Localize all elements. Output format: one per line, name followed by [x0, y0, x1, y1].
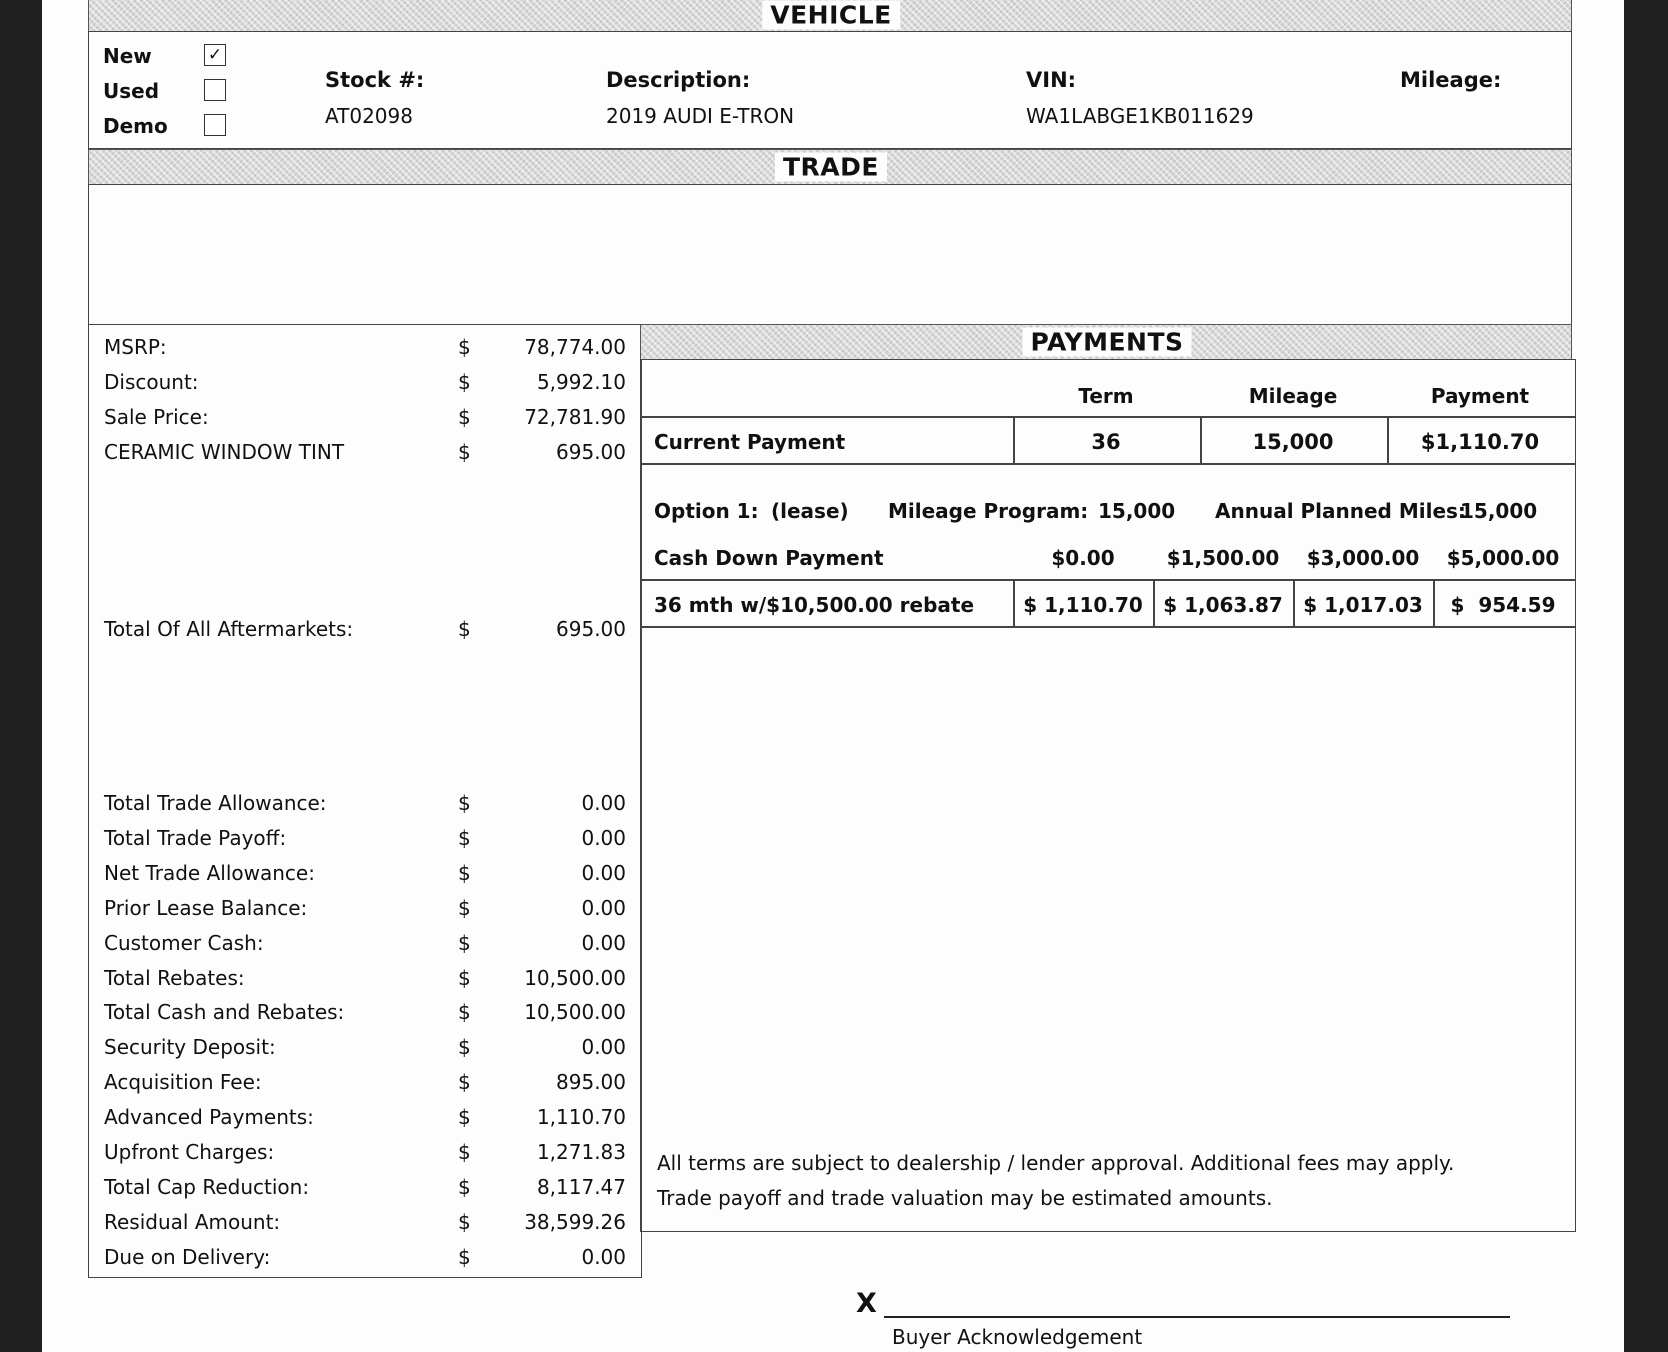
- pricing-value: 695.00: [556, 440, 626, 464]
- pricing-label: Sale Price:: [104, 405, 209, 429]
- pricing-value: 72,781.90: [524, 405, 626, 429]
- currency-symbol: $: [458, 1105, 471, 1130]
- pricing-label: Upfront Charges:: [104, 1140, 275, 1164]
- current-payment-label: Current Payment: [654, 430, 846, 454]
- mileage-program-label: Mileage Program:: [888, 499, 1089, 523]
- option-type: (lease): [771, 499, 849, 523]
- annual-miles-label: Annual Planned Miles:: [1215, 499, 1466, 523]
- pricing-value: 0.00: [581, 1244, 626, 1269]
- currency-symbol: $: [458, 1174, 471, 1199]
- pricing-label: Total Trade Payoff:: [104, 825, 287, 850]
- currency-symbol: $: [458, 1000, 471, 1025]
- currency-symbol: $: [458, 895, 471, 920]
- payments-section-bar: [640, 324, 1572, 360]
- current-row-bottom-border: [640, 463, 1576, 465]
- pricing-label: Net Trade Allowance:: [104, 860, 315, 885]
- vin-value: WA1LABGE1KB011629: [1026, 104, 1254, 128]
- pricing-value: 8,117.47: [536, 1174, 626, 1199]
- mileage-header: Mileage: [1248, 384, 1338, 408]
- rebate-payment-value: $ 954.59: [1450, 593, 1556, 617]
- cash-down-option: $0.00: [1051, 546, 1115, 570]
- cash-down-option: $5,000.00: [1446, 546, 1560, 570]
- currency-symbol: $: [458, 1244, 471, 1269]
- pricing-value: 10,500.00: [524, 965, 626, 990]
- rebate-row-label: 36 mth w/$10,500.00 rebate: [654, 593, 975, 617]
- trade-section-title: TRADE: [775, 153, 887, 182]
- pricing-value: 78,774.00: [524, 335, 626, 359]
- rebate-row-bottom-border: [640, 626, 1576, 628]
- trade-section-bar: [88, 149, 1572, 185]
- trade-box: [88, 184, 1572, 325]
- currency-symbol: $: [458, 1140, 471, 1164]
- pricing-label: Due on Delivery:: [104, 1244, 271, 1269]
- pricing-label: Acquisition Fee:: [104, 1070, 262, 1095]
- pricing-value: 0.00: [581, 791, 626, 815]
- current-term: 36: [1091, 430, 1121, 454]
- signature-mark: X: [856, 1288, 877, 1319]
- condition-checkbox-used[interactable]: [204, 79, 226, 101]
- pricing-value: 0.00: [581, 930, 626, 955]
- pricing-label: Total Cash and Rebates:: [104, 1000, 345, 1025]
- pricing-value: 895.00: [556, 1070, 626, 1095]
- currency-symbol: $: [458, 791, 471, 815]
- disclaimer-line-2: Trade payoff and trade valuation may be estimated amounts.: [657, 1186, 1273, 1210]
- current-row-top-border: [640, 416, 1576, 418]
- payment-header: Payment: [1430, 384, 1530, 408]
- pricing-value: 0.00: [581, 860, 626, 885]
- condition-label-demo: Demo: [103, 114, 168, 138]
- vehicle-box: [88, 31, 1572, 149]
- pricing-label: CERAMIC WINDOW TINT: [104, 440, 345, 464]
- pricing-label: Residual Amount:: [104, 1209, 281, 1234]
- currency-symbol: $: [458, 440, 471, 464]
- pricing-value: 0.00: [581, 1035, 626, 1060]
- condition-checkbox-demo[interactable]: [204, 114, 226, 136]
- signature-caption: Buyer Acknowledgement: [892, 1325, 1143, 1349]
- pricing-label: Prior Lease Balance:: [104, 895, 308, 920]
- pricing-label: Total Of All Aftermarkets:: [104, 617, 354, 641]
- payments-box: [640, 359, 1576, 1232]
- condition-label-new: New: [103, 44, 152, 68]
- pricing-label: Total Trade Allowance:: [104, 791, 327, 815]
- vehicle-section-bar: [88, 0, 1572, 32]
- checkmark-icon: ✓: [207, 45, 223, 65]
- cash-down-option: $3,000.00: [1306, 546, 1420, 570]
- currency-symbol: $: [458, 405, 471, 429]
- vehicle-section-title: VEHICLE: [762, 1, 900, 30]
- mileage-program-value: 15,000: [1098, 499, 1176, 523]
- payments-section-title: PAYMENTS: [1022, 328, 1191, 357]
- mileage-label: Mileage:: [1400, 68, 1502, 92]
- pricing-value: 10,500.00: [524, 1000, 626, 1025]
- rebate-payment-value: $ 1,063.87: [1163, 593, 1283, 617]
- pricing-label: Total Cap Reduction:: [104, 1174, 310, 1199]
- rebate-payment-value: $ 1,110.70: [1023, 593, 1143, 617]
- annual-miles-value: 15,000: [1460, 499, 1538, 523]
- currency-symbol: $: [458, 335, 471, 359]
- description-label: Description:: [606, 68, 751, 92]
- description-value: 2019 AUDI E-TRON: [606, 104, 795, 128]
- pricing-value: 1,271.83: [536, 1140, 626, 1164]
- cash-down-option: $1,500.00: [1166, 546, 1280, 570]
- pricing-label: MSRP:: [104, 335, 167, 359]
- option-label: Option 1:: [654, 499, 759, 523]
- stock-label: Stock #:: [325, 68, 425, 92]
- condition-checkbox-new[interactable]: [204, 44, 226, 66]
- currency-symbol: $: [458, 1070, 471, 1095]
- pricing-value: 0.00: [581, 825, 626, 850]
- pricing-value: 5,992.10: [536, 370, 626, 394]
- cash-down-label: Cash Down Payment: [654, 546, 884, 570]
- condition-label-used: Used: [103, 79, 160, 103]
- term-header: Term: [1078, 384, 1134, 408]
- pricing-label: Advanced Payments:: [104, 1105, 314, 1130]
- currency-symbol: $: [458, 617, 471, 641]
- currency-symbol: $: [458, 1035, 471, 1060]
- pricing-label: Security Deposit:: [104, 1035, 276, 1060]
- disclaimer-line-1: All terms are subject to dealership / lender approval. Additional fees may apply.: [657, 1151, 1455, 1175]
- stock-value: AT02098: [325, 104, 413, 128]
- currency-symbol: $: [458, 1209, 471, 1234]
- currency-symbol: $: [458, 860, 471, 885]
- current-mileage: 15,000: [1252, 430, 1334, 454]
- vin-label: VIN:: [1026, 68, 1077, 92]
- pricing-value: 38,599.26: [524, 1209, 626, 1234]
- currency-symbol: $: [458, 930, 471, 955]
- rebate-row-top-border: [640, 579, 1576, 581]
- currency-symbol: $: [458, 370, 471, 394]
- current-payment-amount: $1,110.70: [1420, 430, 1540, 454]
- pricing-value: 1,110.70: [536, 1105, 626, 1130]
- currency-symbol: $: [458, 825, 471, 850]
- pricing-value: 0.00: [581, 895, 626, 920]
- pricing-label: Discount:: [104, 370, 199, 394]
- pricing-value: 695.00: [556, 617, 626, 641]
- pricing-label: Total Rebates:: [104, 965, 245, 990]
- rebate-payment-value: $ 1,017.03: [1303, 593, 1423, 617]
- signature-line[interactable]: [884, 1316, 1510, 1318]
- currency-symbol: $: [458, 965, 471, 990]
- pricing-label: Customer Cash:: [104, 930, 264, 955]
